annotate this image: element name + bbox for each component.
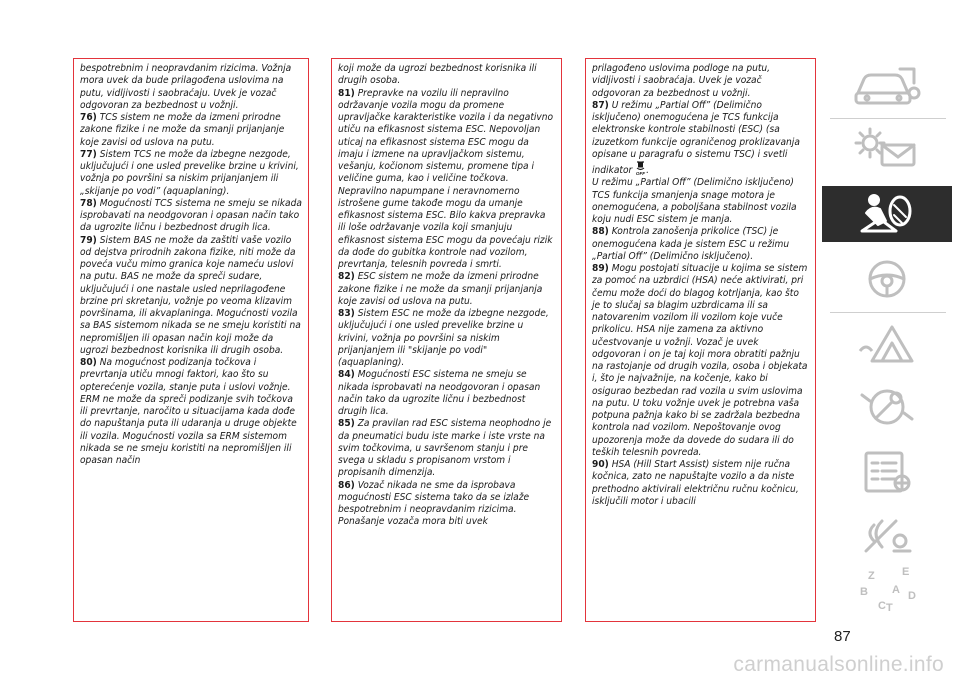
note-number: 76) xyxy=(80,112,97,123)
note-number: 88) xyxy=(592,226,609,238)
note-number: 79) xyxy=(80,234,97,246)
checklist-document-icon xyxy=(852,449,922,495)
off-label: OFF xyxy=(636,171,646,176)
note-number: 83) xyxy=(338,308,355,319)
paragraph xyxy=(592,459,809,508)
note-number: 90) xyxy=(592,459,609,470)
sun-mail-icon xyxy=(852,125,922,171)
steering-wheel-icon xyxy=(852,257,922,303)
paragraph-text: prilagođeno uslovima podloge na putu, vidljivosti i saobraćaja. Uvek je vozač odgovoran za bezbednost u vožnji. xyxy=(592,63,771,99)
text-column-1 xyxy=(73,58,309,622)
tab-maintenance[interactable] xyxy=(822,380,952,436)
tab-multimedia[interactable] xyxy=(822,506,952,562)
paragraph xyxy=(592,100,809,178)
note-number: 84) xyxy=(338,369,355,381)
note-number: 78) xyxy=(80,197,97,209)
note-number: 82) xyxy=(338,271,355,283)
rail-divider xyxy=(830,312,946,313)
paragraph-text: Vozač nikada ne sme da isprobava mogućnosti ESC sistema tako da se izlaže bespotrebnim i neopravdanim rizicima. Ponašanje vozača mora biti uvek xyxy=(338,479,530,528)
paragraph xyxy=(338,88,555,272)
paragraph-text: Mogućnosti ESC sistema ne smeju se nikada isprobavati na neodgovoran i opasan način tako da ugrozite ličnu i bezbednost drugih lica. xyxy=(338,369,541,417)
paragraph xyxy=(338,308,555,369)
paragraph xyxy=(592,63,809,100)
paragraph-text: bespotrebnim i neopravdanim rizicima. Vožnja mora uvek da bude prilagođena uslovima na putu, vidljivosti i saobraćaju. Uvek je vozač odgovoran za bezbednost u vožnji. xyxy=(80,63,292,111)
tab-alphabetical-index[interactable] xyxy=(822,562,952,618)
note-number: 87) xyxy=(592,99,609,111)
tab-technical-data[interactable] xyxy=(822,444,952,500)
paragraph xyxy=(80,235,302,358)
paragraph-text: ESC sistem ne može da izmeni prirodne zakone fizike i ne može da smanji prijanjanja koje zavisi od uslova na putu. xyxy=(338,271,543,307)
car-dashboard-icon xyxy=(852,63,922,109)
paragraph-text: HSA (Hill Start Assist) sistem nije ručna kočnica, zato ne napuštajte vozilo a da niste prethodno aktivirali električnu ručnu kočnicu, isključili motor i ubacili xyxy=(592,459,799,507)
paragraph-text: U režimu „Partial Off” (Delimično isključeno) onemogućena je TCS funkcija elektronske kontrole stabilnosti (ESC) (sa izuzetkom funkcije ograničenog proklizavanja opisane u paragrafu o sistemu TSC) i svetli indikator xyxy=(592,99,800,176)
tab-safety[interactable] xyxy=(822,186,952,242)
paragraph-text: U režimu „Partial Off” (Delimično isključeno) TCS funkcija smanjenja snage motora je onemogućena, a poboljšana stabilnost vozila koju nudi ESC sistem je manja. xyxy=(592,177,797,225)
paragraph xyxy=(80,198,302,235)
paragraph-text: Sistem ESC ne može da izbegne nezgode, uključujući i one usled prevelike brzine u krivini, vožnja po površini sa niskim prijanjanjem ili "skijanje po vodi" (aquaplaning). xyxy=(338,308,549,368)
paragraph xyxy=(80,112,302,149)
paragraph xyxy=(80,149,302,198)
note-number: 86) xyxy=(338,479,355,491)
tab-warning-lights-messages[interactable] xyxy=(822,120,952,176)
paragraph-text: Sistem BAS ne može da zaštiti vaše vozilo od dejstva prirodnih zakona fizike, niti može da poveća vuču mimo granica koje nameću uslovi na putu. BAS ne može da spreči sudare, uključujući i one nastale usled neprilagođene brzine pri skretanju, vožnje po veoma klizavim površinama, ili akvaplaninga. Mogućnosti vozila sa BAS sistemom nikada se ne smeju koristiti na nepromišljen ili opasan način koji može da ugrozi bezbednost korisnika ili drugih osoba. xyxy=(80,234,301,356)
index-letter: C xyxy=(878,600,886,612)
paragraph-text: koji može da ugrozi bezbednost korisnika ili drugih osoba. xyxy=(338,63,537,87)
note-number: 77) xyxy=(80,148,97,160)
chapter-navigation-rail xyxy=(822,58,960,622)
paragraph xyxy=(338,480,555,529)
paragraph xyxy=(592,226,809,263)
paragraph xyxy=(338,271,555,308)
paragraph-text-suffix: . xyxy=(646,165,650,176)
paragraph-text: Mogu postojati situacije u kojima se sistem za pomoć na uzbrdici (HSA) neće aktivirati, pri čemu može doći do blagog kotrljanja, kao što je to slučaj sa blagim uzbrdicama ili sa natovarenim vozilom ili vozilom koje vuče prikolicu. HSA nije zamena za aktivno učestvovanje u vožnji. Vozač je uvek odgovoran i on je taj koji mora obratiti pažnju na rastojanje od drugih vozila, osoba i objekata i, što je najvažnije, na kočenje, kako bi osigurao bezbedan rad vozila u svim uslovima na putu. U toku vožnje uvek je potrebna vaša potpuna pažnja kako bi se zadržala bezbedna kontrola nad vozilom. Nepoštovanje ovog upozorenja može da dovede do sudara ili do teških telesnih povreda. xyxy=(592,263,808,458)
warning-triangle-icon xyxy=(852,321,922,367)
esc-off-indicator-icon xyxy=(635,161,646,176)
paragraph-text: Kontrola zanošenja prikolice (TSC) je onemogućena kada je sistem ESC u režimu „Partial Off” (Delimično isključeno). xyxy=(592,226,790,262)
paragraph-text: Za pravilan rad ESC sistema neophodno je da pneumatici budu iste marke i iste vrste na svim točkovima, u savršenom stanju i pre svega u skladu s propisanom vrstom i propisanih dimenzija. xyxy=(338,418,552,479)
note-number: 85) xyxy=(338,418,355,430)
tab-driving[interactable] xyxy=(822,252,952,308)
paragraph-text: Sistem TCS ne može da izbegne nezgode, uključujući i one usled prevelike brzine u krivini, vožnja po površini sa niskim prijanjanjem ili „skijanje po vodi” (aquaplaning). xyxy=(80,148,299,197)
index-letter: Z xyxy=(868,570,875,582)
paragraph-text: TCS sistem ne može da izmeni prirodne zakone fizike i ne može da smanji prijanjanje koje zavisi od uslova na putu. xyxy=(80,112,285,148)
watermark: carmanualsonline.info xyxy=(733,653,944,676)
multimedia-icon xyxy=(852,511,922,557)
paragraph xyxy=(592,263,809,459)
text-column-3 xyxy=(585,58,816,622)
airbag-seat-icon xyxy=(852,191,922,237)
paragraph-text: Prepravke na vozilu ili nepravilno održavanje vozila mogu da promene upravljačke karakteristike vozila i da negativno utiču na efikasnost sistema ESC. Nepovoljan uticaj na efikasnost sistema ESC mogu da imaju i izmene na upravljačkom sistemu, vešanju, kočionom sistemu, promene tipa i veličine guma, kao i veličine točkova. Nepravilno napumpane i neravnomerno istrošene gume takođe mogu da umanje efikasnost sistema ESC. Bilo kakva prepravka ili loše održavanje vozila koji smanjuju efikasnost sistema ESC mogu da povećaju rizik da dođe do gubitka kontrole nad vozilom, prevrtanja, telesnih povreda i smrti. xyxy=(338,87,554,270)
paragraph xyxy=(338,418,555,479)
note-number: 80) xyxy=(80,357,97,368)
paragraph-text: Mogućnosti TCS sistema ne smeju se nikada isprobavati na neodgovoran i opasan način tako da ugrozite ličnu i bezbednost drugih lica. xyxy=(80,197,302,234)
tab-emergency[interactable] xyxy=(822,316,952,372)
paragraph-text: Na mogućnost podizanja točkova i prevrtanja utiču mnogi faktori, kao što su opterećenje vozila, stanje puta i uslovi vožnje. ERM ne može da spreči podizanje svih točkova ili prevrtanje, naročito u situacijama kada dođe do napuštanja puta ili udaranja u druge objekte ili vozila. Mogućnosti vozila sa ERM sistemom nikada se ne smeju koristiti na nepromišljen ili opasan način xyxy=(80,357,297,466)
text-column-2 xyxy=(331,58,562,622)
index-letter: T xyxy=(886,602,893,614)
index-letter: D xyxy=(908,590,916,602)
rail-divider xyxy=(830,118,946,119)
tab-car-dashboard[interactable] xyxy=(822,58,952,114)
index-letter: E xyxy=(902,566,910,578)
tool-wrench-icon xyxy=(852,385,922,431)
paragraph xyxy=(80,63,302,112)
alphabet-index-icon xyxy=(852,565,922,615)
paragraph xyxy=(338,369,555,418)
index-letter: B xyxy=(860,586,868,598)
paragraph xyxy=(592,177,809,226)
paragraph xyxy=(80,357,302,467)
index-letter: A xyxy=(892,584,900,596)
paragraph xyxy=(338,63,555,88)
note-number: 89) xyxy=(592,263,609,274)
page-number: 87 xyxy=(834,628,851,645)
note-number: 81) xyxy=(338,87,355,99)
